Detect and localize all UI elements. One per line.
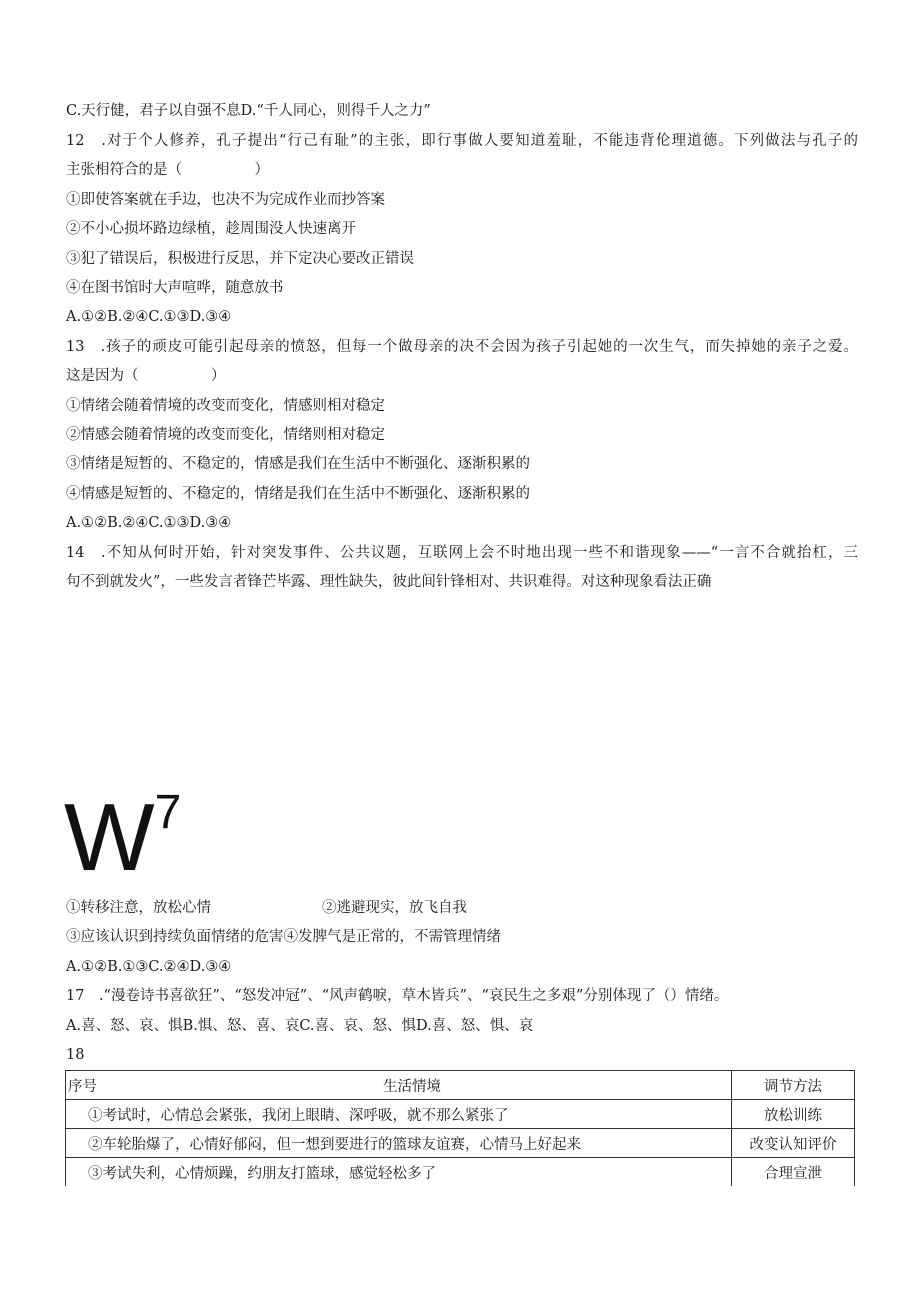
emotion-regulation-table xyxy=(65,1070,855,1186)
superscript-seven: 7 xyxy=(154,786,182,839)
header-method: 调节方法 xyxy=(732,1071,855,1100)
row-method: 放松训练 xyxy=(732,1100,855,1129)
q12-stem-line1: 12 .对于个人修养，孔子提出“行己有耻”的主张，即行事做人要知道羞耻，不能违背伦理道德。下列做法与孔子的 xyxy=(66,133,858,149)
header-seq-scene xyxy=(66,1071,732,1100)
q14-stem-line1: 14 .不知从何时开始，针对突发事件、公共议题，互联网上会不时地出现一些不和谐现象——“一言不合就抬杠，三 xyxy=(66,545,858,561)
row-method: 改变认知评价 xyxy=(732,1129,855,1158)
q13-stem-line1: 13 .孩子的顽皮可能引起母亲的愤怒，但每一个做母亲的决不会因为孩子引起她的一次生气，而失掉她的亲子之爱。 xyxy=(66,339,858,355)
q13-option-3: ③情绪是短暂的、不稳定的，情感是我们在生活中不断强化、逐渐积累的 xyxy=(66,456,530,472)
table-header-row xyxy=(66,1071,855,1100)
q16-option-1: ①转移注意，放松心情 xyxy=(66,900,211,916)
q13-option-4: ④情感是短暂的、不稳定的，情绪是我们在生活中不断强化、逐渐积累的 xyxy=(66,486,530,502)
q13-answers: A.①②B.②④C.①③D.③④ xyxy=(66,515,232,531)
q12-option-1: ①即使答案就在手边，也决不为完成作业而抄答案 xyxy=(66,192,385,208)
large-glyph-artifact xyxy=(64,784,182,891)
header-seq: 序号 xyxy=(68,1078,97,1095)
row-scene: ①考试时，心情总会紧张，我闭上眼睛、深呼吸，就不那么紧张了 xyxy=(66,1100,732,1129)
q16-option-3-4: ③应该认识到持续负面情绪的危害④发脾气是正常的，不需管理情绪 xyxy=(66,929,501,945)
q12-option-2: ②不小心损坏路边绿植，趁周围没人快速离开 xyxy=(66,221,356,237)
row-method: 合理宣泄 xyxy=(732,1158,855,1187)
q12-stem-line2: 主张相符合的是（ ） xyxy=(66,162,269,178)
row-scene: ②车轮胎爆了，心情好郁闷，但一想到要进行的篮球友谊赛，心情马上好起来 xyxy=(66,1129,732,1158)
table-row xyxy=(66,1100,855,1129)
q13-stem-line2: 这是因为（ ） xyxy=(66,368,226,384)
q12-option-4: ④在图书馆时大声喧哗，随意放书 xyxy=(66,280,284,296)
q13-option-1: ①情绪会随着情境的改变而变化，情感则相对稳定 xyxy=(66,398,385,414)
q17-answers: A.喜、怒、哀、惧B.惧、怒、喜、哀C.喜、哀、怒、惧D.喜、怒、惧、哀 xyxy=(66,1018,534,1034)
row-scene: ③考试失利，心情烦躁，约朋友打篮球，感觉轻松多了 xyxy=(66,1158,732,1187)
q12-answers: A.①②B.②④C.①③D.③④ xyxy=(66,309,232,325)
large-w-glyph: W xyxy=(64,784,153,891)
q16-option-2: ②逃避现实，放飞自我 xyxy=(322,900,467,916)
q17-stem: 17 .“漫卷诗书喜欲狂”、“怒发冲冠”、“风声鹤唳，草木皆兵”、“哀民生之多艰”分别体现了（）情绪。 xyxy=(66,988,729,1004)
q12-option-3: ③犯了错误后，积极进行反思，并下定决心要改正错误 xyxy=(66,251,414,267)
q18-number: 18 xyxy=(66,1047,85,1063)
q14-stem-line2: 句不到就发火”，一些发言者锋芒毕露、理性缺失，彼此间针锋相对、共识难得。对这种现象看法正确 xyxy=(66,574,712,590)
q13-option-2: ②情感会随着情境的改变而变化，情绪则相对稳定 xyxy=(66,427,385,443)
table-row xyxy=(66,1129,855,1158)
q11-option-cd: C.天行健，君子以自强不息D.“千人同心，则得千人之力” xyxy=(66,103,431,119)
q16-answers: A.①②B.①③C.②④D.③④ xyxy=(66,959,232,975)
table-row xyxy=(66,1158,855,1187)
header-scene: 生活情境 xyxy=(383,1078,441,1095)
